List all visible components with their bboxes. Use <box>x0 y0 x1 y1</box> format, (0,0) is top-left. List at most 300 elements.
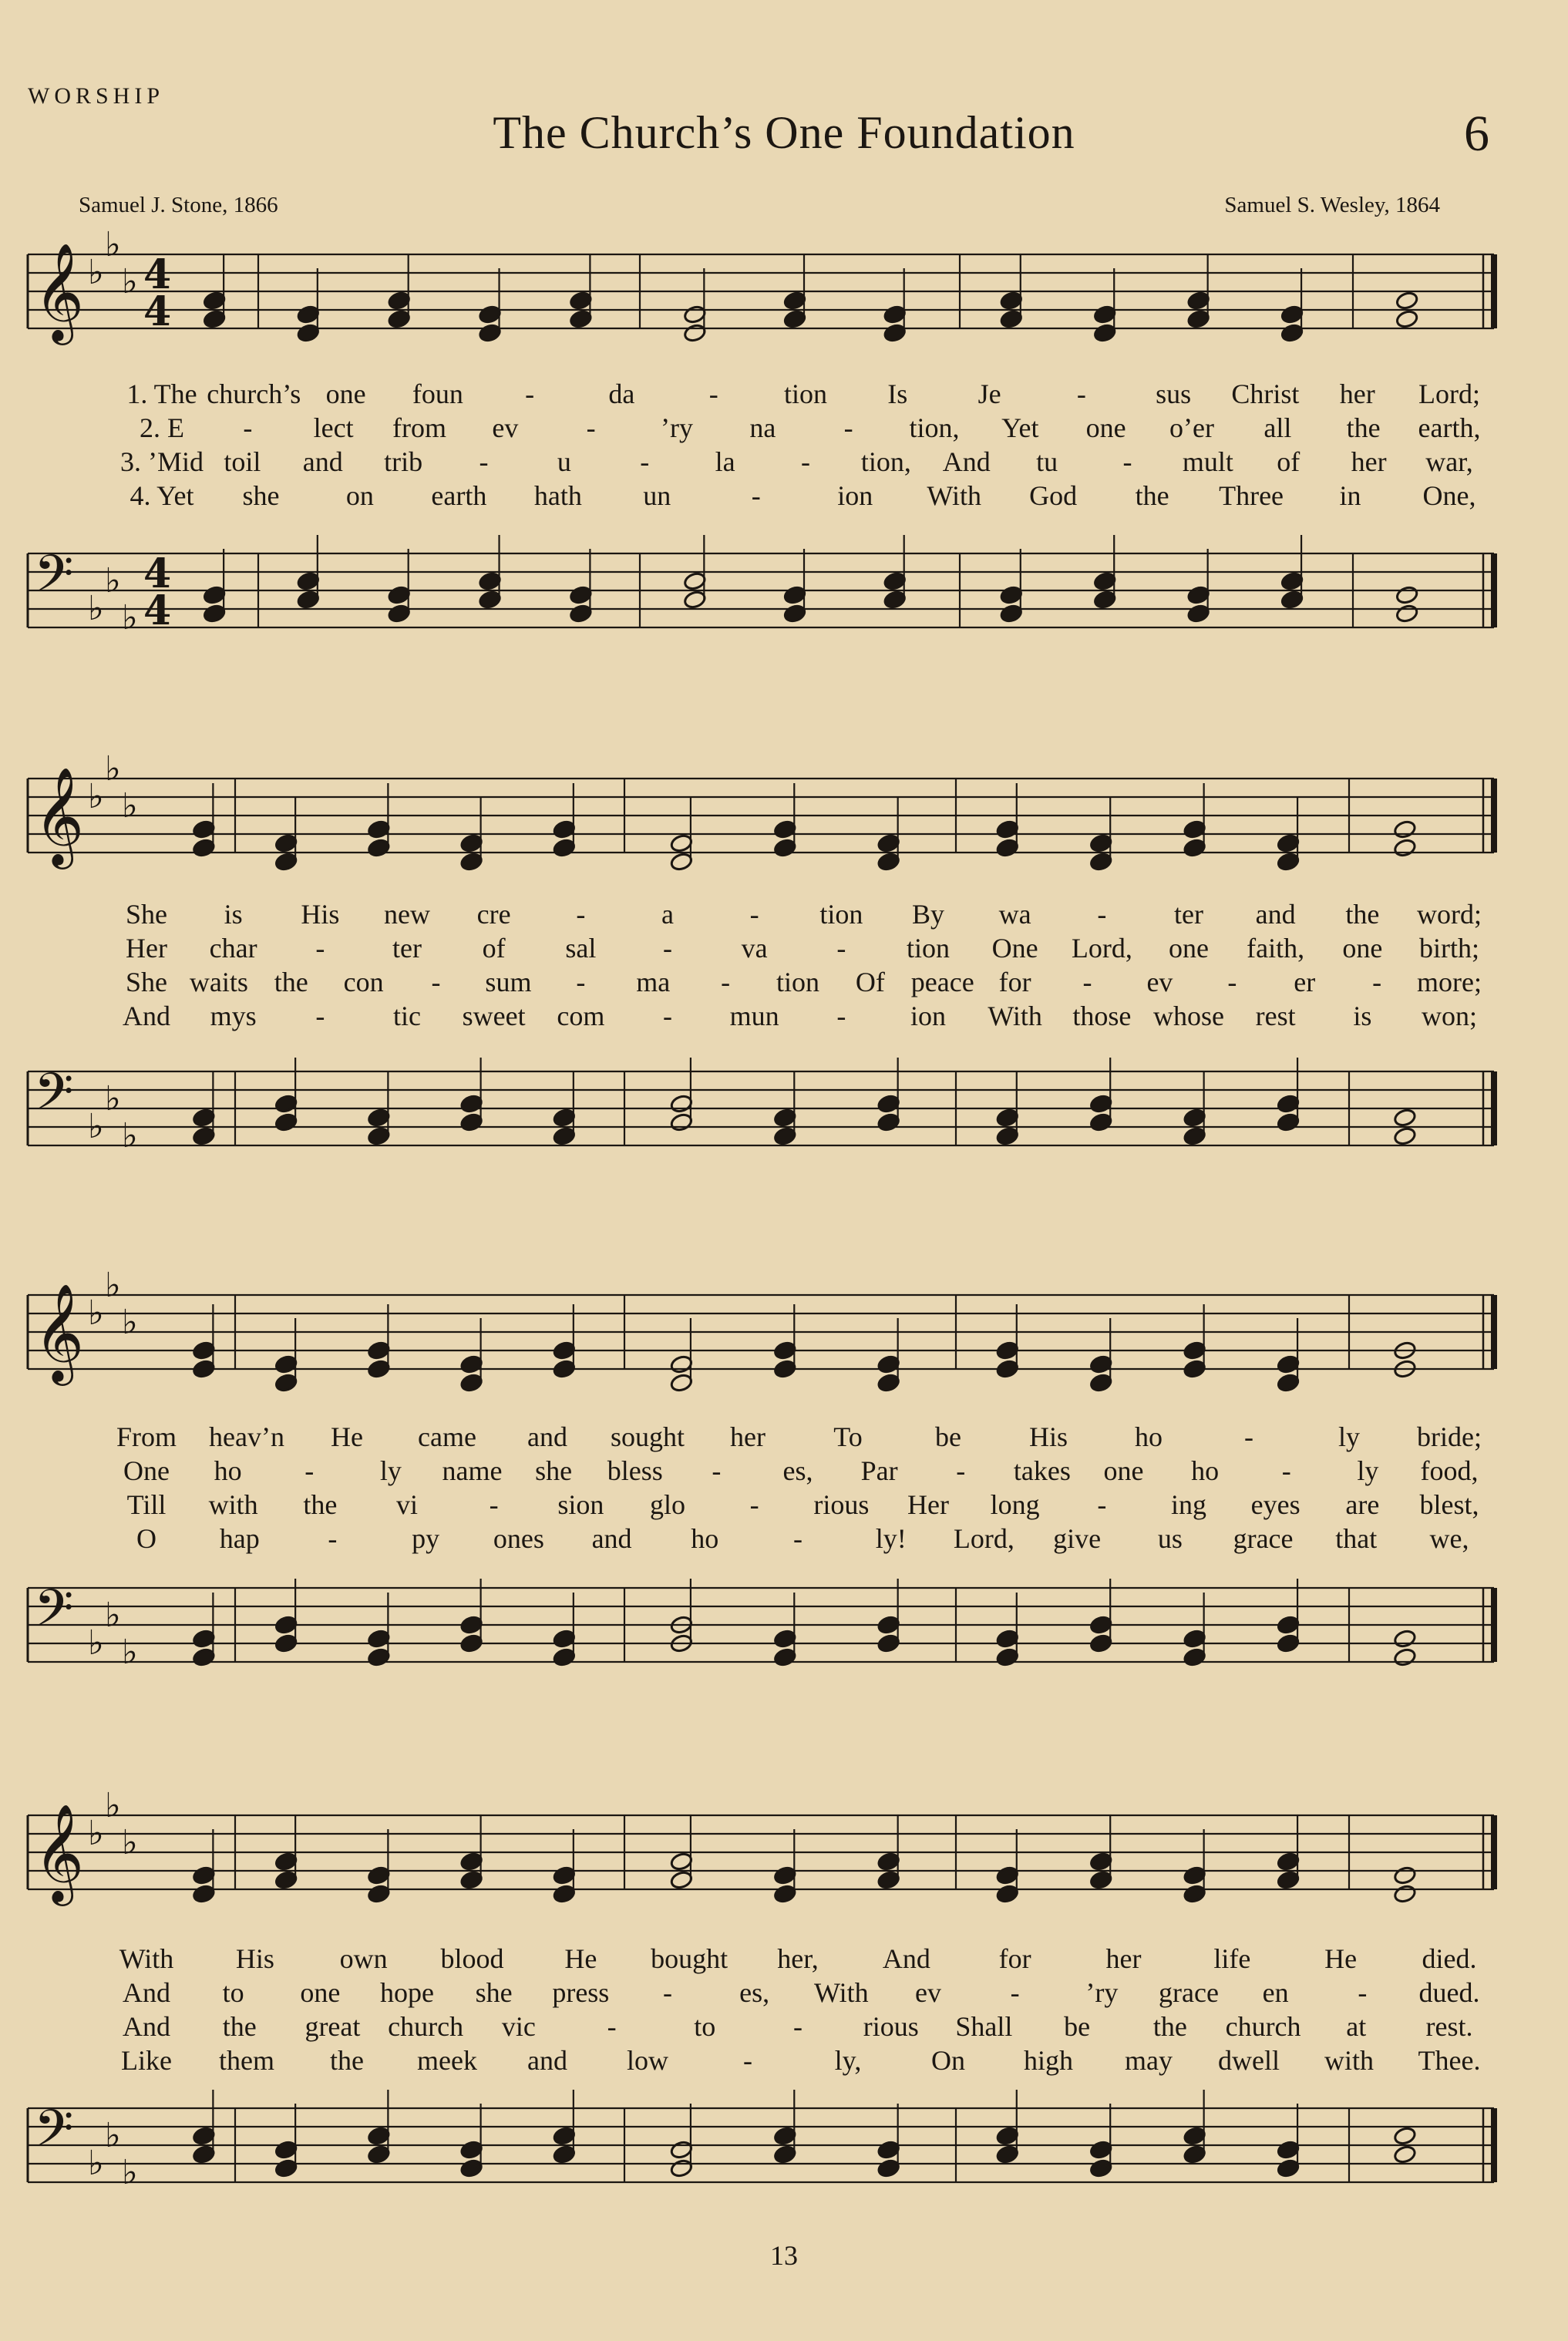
lyric-syllable: one <box>1342 933 1383 964</box>
lyric-syllable: ho <box>1191 1455 1220 1486</box>
lyric-syllable: to <box>222 1977 244 2008</box>
note <box>1393 1884 1417 1904</box>
lyric-syllable: meek <box>417 2045 477 2076</box>
note <box>1183 1647 1206 1667</box>
note <box>1277 1373 1300 1393</box>
note <box>1393 1629 1417 1649</box>
lyric-syllable: With <box>119 1943 174 1974</box>
note <box>1089 2140 1113 2160</box>
lyric-hyphen: - <box>576 899 586 930</box>
lyrics-block <box>0 898 1568 1037</box>
lyric-hyphen: - <box>1227 967 1237 997</box>
chord <box>1277 2104 1300 2178</box>
lyric-hyphen: - <box>743 2045 752 2076</box>
lyric-syllable: blest, <box>1419 1489 1479 1520</box>
lyric-syllable: toil <box>224 446 261 477</box>
lyric-syllable: vi <box>395 1489 419 1520</box>
chord <box>569 549 593 624</box>
lyric-syllable: she <box>475 1977 513 2008</box>
lyric-syllable: Like <box>121 2045 172 2076</box>
lyric-syllable: one <box>1103 1455 1144 1486</box>
chord <box>192 1829 216 1904</box>
lyric-syllable: she <box>535 1455 573 1486</box>
note <box>192 1126 216 1146</box>
note <box>569 309 593 329</box>
note <box>883 590 907 610</box>
lyric-syllable: On <box>931 2045 965 2076</box>
lyric-syllable: ev <box>492 412 519 443</box>
note <box>995 819 1019 839</box>
lyric-hyphen: - <box>1244 1421 1253 1452</box>
chord <box>1186 549 1210 624</box>
lyric-syllable: all <box>1263 412 1292 443</box>
lyric-hyphen: - <box>1372 967 1382 997</box>
note <box>553 1340 577 1361</box>
note <box>783 309 807 329</box>
note <box>1183 2126 1206 2146</box>
chord <box>670 1579 694 1653</box>
note <box>999 585 1023 605</box>
note <box>192 2144 216 2164</box>
bass-clef-icon: 𝄢 <box>34 544 74 616</box>
lyric-syllable: whose <box>1153 1001 1224 1031</box>
lyric-syllable: tion <box>776 967 820 997</box>
lyric-syllable: tic <box>393 1001 421 1031</box>
flat-icon: ♭ <box>105 1266 121 1305</box>
note <box>203 291 227 311</box>
note <box>192 1647 216 1667</box>
note <box>1089 1112 1113 1132</box>
lyric-syllable: And <box>123 1001 170 1031</box>
lyric-hyphen: - <box>836 933 846 964</box>
lyric-hyphen: - <box>793 1523 803 1554</box>
lyric-syllable: one <box>1169 933 1209 964</box>
lyric-syllable: own <box>339 1943 388 1974</box>
note <box>1183 1865 1206 1885</box>
lyric-syllable: Yet <box>1001 412 1039 443</box>
chord <box>1277 1318 1300 1393</box>
note <box>1393 1108 1417 1128</box>
note <box>1093 304 1117 325</box>
lyric-syllable: hope <box>380 1977 434 2008</box>
lyric-hyphen: - <box>243 412 253 443</box>
lyric-syllable: long <box>990 1489 1040 1520</box>
note <box>995 1108 1019 1128</box>
note <box>274 2140 298 2160</box>
note <box>367 1340 391 1361</box>
note <box>877 852 900 872</box>
time-signature: 4 <box>143 550 172 597</box>
chord <box>995 1304 1019 1379</box>
note <box>274 2158 298 2178</box>
lyric-syllable: ho <box>691 1523 719 1554</box>
note <box>553 2144 577 2164</box>
section-label: WORSHIP <box>28 83 165 109</box>
note <box>1277 1633 1300 1653</box>
lyric-syllable: for <box>998 967 1031 997</box>
chord <box>1089 1579 1113 1653</box>
chord <box>274 1579 298 1653</box>
lyric-syllable: came <box>418 1421 476 1452</box>
chord <box>883 268 907 343</box>
note <box>1183 1340 1206 1361</box>
lyric-syllable: With <box>927 480 981 511</box>
lyric-syllable: that <box>1335 1523 1378 1554</box>
lyric-syllable: church <box>1225 2011 1301 2042</box>
note <box>995 1359 1019 1379</box>
note <box>1280 590 1304 610</box>
note <box>1183 1884 1206 1904</box>
note <box>995 1629 1019 1649</box>
lyric-syllable: vic <box>501 2011 536 2042</box>
note <box>877 2158 900 2178</box>
lyric-syllable: He <box>1324 1943 1358 1974</box>
note <box>192 1629 216 1649</box>
note <box>995 838 1019 858</box>
lyric-syllable: be <box>1064 2011 1091 2042</box>
note <box>459 2158 483 2178</box>
note <box>1089 1354 1113 1374</box>
flat-icon: ♭ <box>105 1079 121 1118</box>
lyric-syllable: the <box>1152 2011 1187 2042</box>
note <box>1093 590 1117 610</box>
note <box>459 1373 483 1393</box>
treble-clef-icon: 𝄞 <box>34 1283 85 1381</box>
note <box>773 819 797 839</box>
note <box>553 1126 577 1146</box>
lyric-syllable: waits <box>189 967 248 997</box>
note <box>670 2158 694 2178</box>
note <box>367 1629 391 1649</box>
note <box>203 309 227 329</box>
lyric-syllable: glo <box>649 1489 686 1520</box>
lyric-syllable: sion <box>557 1489 604 1520</box>
chord <box>1089 1318 1113 1393</box>
note <box>192 1340 216 1361</box>
chord <box>553 1304 577 1379</box>
lyric-syllable: and <box>302 446 343 477</box>
note <box>773 1108 797 1128</box>
treble-staff <box>28 1266 1494 1386</box>
lyric-syllable: church’s <box>207 378 301 409</box>
lyric-syllable: cre <box>476 899 511 930</box>
lyric-hyphen: - <box>305 1455 315 1486</box>
lyric-syllable: the <box>1135 480 1169 511</box>
note <box>773 1126 797 1146</box>
lyric-syllable: foun <box>412 378 463 409</box>
lyric-hyphen: - <box>607 2011 617 2042</box>
hymn-title: The Church’s One Foundation <box>493 107 1075 158</box>
lyric-syllable: er <box>1294 967 1316 997</box>
lyric-syllable: With <box>814 1977 869 2008</box>
chord <box>387 549 411 624</box>
lyric-syllable: won; <box>1422 1001 1477 1031</box>
lyric-syllable: 1. The <box>126 378 197 409</box>
note <box>387 604 411 624</box>
flat-icon: ♭ <box>88 253 104 292</box>
lyric-syllable: for <box>998 1943 1031 1974</box>
lyric-hyphen: - <box>663 933 672 964</box>
lyric-syllable: is <box>1353 1001 1372 1031</box>
treble-staff <box>28 225 1494 345</box>
lyric-syllable: earth, <box>1418 412 1481 443</box>
note <box>670 852 694 872</box>
note <box>877 1354 900 1374</box>
treble-clef-icon: 𝄞 <box>34 1803 85 1902</box>
lyric-syllable: con <box>343 967 384 997</box>
chord <box>670 1058 694 1132</box>
note <box>683 571 707 591</box>
note <box>883 323 907 343</box>
note <box>553 1629 577 1649</box>
lyric-syllable: and <box>527 1421 567 1452</box>
note <box>1183 1108 1206 1128</box>
note <box>387 585 411 605</box>
lyric-syllable: ly, <box>834 2045 862 2076</box>
note <box>1089 1094 1113 1114</box>
chord <box>773 783 797 858</box>
lyric-hyphen: - <box>1076 378 1086 409</box>
chord <box>670 2104 694 2178</box>
note <box>297 304 321 325</box>
lyric-syllable: ev <box>1146 967 1173 997</box>
lyric-hyphen: - <box>1281 1455 1291 1486</box>
lyrics-block <box>0 1421 1568 1559</box>
lyric-syllable: His <box>235 1943 274 1974</box>
note <box>203 585 227 605</box>
flat-icon: ♭ <box>122 262 138 301</box>
note <box>773 1884 797 1904</box>
note <box>670 1354 694 1374</box>
lyric-syllable: grace <box>1159 1977 1219 2008</box>
note <box>1277 1354 1300 1374</box>
note <box>459 1112 483 1132</box>
note <box>773 1647 797 1667</box>
note <box>367 1359 391 1379</box>
lyric-syllable: One, <box>1422 480 1476 511</box>
note <box>192 819 216 839</box>
lyric-syllable: Three <box>1219 480 1284 511</box>
note <box>478 304 502 325</box>
note <box>670 833 694 853</box>
lyric-syllable: His <box>1028 1421 1068 1452</box>
flat-icon: ♭ <box>122 1303 138 1342</box>
lyric-syllable: tion, <box>909 412 960 443</box>
lyric-hyphen: - <box>315 933 325 964</box>
lyric-syllable: And <box>882 1943 930 1974</box>
lyric-syllable: faith, <box>1247 933 1305 964</box>
chord <box>877 2104 900 2178</box>
lyric-syllable: press <box>552 1977 610 2008</box>
note <box>1089 833 1113 853</box>
lyric-syllable: one <box>300 1977 341 2008</box>
note <box>553 1647 577 1667</box>
note <box>877 1373 900 1393</box>
note <box>192 1359 216 1379</box>
lyric-hyphen: - <box>640 446 650 477</box>
note <box>1277 1852 1300 1872</box>
lyric-syllable: mult <box>1182 446 1233 477</box>
note <box>1280 304 1304 325</box>
chord <box>995 783 1019 858</box>
note <box>459 1615 483 1635</box>
lyric-syllable: tion <box>783 378 828 409</box>
flat-icon: ♭ <box>122 786 138 826</box>
note <box>459 1870 483 1890</box>
lyric-syllable: them <box>219 2045 274 2076</box>
lyric-syllable: a <box>661 899 674 930</box>
note <box>1089 1870 1113 1890</box>
chord <box>367 783 391 858</box>
lyrics-block <box>0 1942 1568 2081</box>
lyric-syllable: va <box>741 933 768 964</box>
note <box>367 838 391 858</box>
note <box>553 819 577 839</box>
note <box>569 585 593 605</box>
lyric-syllable: food, <box>1420 1455 1479 1486</box>
flat-icon: ♭ <box>105 749 121 789</box>
note <box>459 852 483 872</box>
lyric-hyphen: - <box>489 1489 499 1520</box>
lyric-syllable: grace <box>1233 1523 1294 1554</box>
lyric-hyphen: - <box>836 1001 846 1031</box>
chord <box>459 1058 483 1132</box>
chord <box>1277 1579 1300 1653</box>
lyric-syllable: rest. <box>1425 2011 1473 2042</box>
note <box>877 1633 900 1653</box>
lyric-hyphen: - <box>749 899 759 930</box>
lyric-syllable: Of <box>855 967 885 997</box>
note <box>478 571 502 591</box>
note <box>1277 2158 1300 2178</box>
lyric-syllable: tu <box>1036 446 1058 477</box>
lyric-syllable: One <box>991 933 1038 964</box>
lyric-syllable: are <box>1345 1489 1380 1520</box>
lyric-syllable: one <box>325 378 366 409</box>
chord <box>553 1829 577 1904</box>
lyric-syllable: lect <box>313 412 354 443</box>
note <box>1089 1615 1113 1635</box>
treble-staff <box>28 1786 1494 1906</box>
chord <box>459 1318 483 1393</box>
lyric-syllable: ev <box>915 1977 941 2008</box>
lyric-syllable: trib <box>384 446 423 477</box>
lyric-hyphen: - <box>1010 1977 1020 2008</box>
chord <box>783 549 807 624</box>
note <box>274 1373 298 1393</box>
note <box>1393 2126 1417 2146</box>
lyric-syllable: at <box>1346 2011 1367 2042</box>
lyric-syllable: char <box>209 933 257 964</box>
bass-clef-icon: 𝄢 <box>34 1579 74 1650</box>
lyric-hyphen: - <box>751 480 761 511</box>
lyric-syllable: her <box>1339 378 1375 409</box>
lyric-syllable: Thee. <box>1418 2045 1481 2076</box>
lyric-syllable: With <box>988 1001 1042 1031</box>
note <box>1186 604 1210 624</box>
lyric-syllable: the <box>222 2011 257 2042</box>
chord <box>1183 1304 1206 1379</box>
lyric-syllable: sal <box>565 933 597 964</box>
note <box>274 852 298 872</box>
note <box>1183 819 1206 839</box>
time-signature: 4 <box>143 251 172 298</box>
lyric-syllable: na <box>749 412 776 443</box>
lyric-syllable: new <box>384 899 430 930</box>
note <box>999 309 1023 329</box>
lyric-syllable: He <box>564 1943 597 1974</box>
lyric-hyphen: - <box>801 446 810 477</box>
note <box>274 1112 298 1132</box>
chord <box>274 1318 298 1393</box>
music-credit: Samuel S. Wesley, 1864 <box>1224 193 1440 217</box>
lyric-syllable: mys <box>210 1001 257 1031</box>
chord <box>1183 1829 1206 1904</box>
lyric-syllable: ho <box>214 1455 242 1486</box>
lyric-hyphen: - <box>1358 1977 1368 2008</box>
chord <box>274 1058 298 1132</box>
lyric-syllable: church <box>388 2011 464 2042</box>
chord <box>999 549 1023 624</box>
note <box>783 291 807 311</box>
chord <box>192 783 216 858</box>
lyric-syllable: es, <box>782 1455 813 1486</box>
flat-icon: ♭ <box>88 777 104 816</box>
lyric-hyphen: - <box>1122 446 1132 477</box>
note <box>297 571 321 591</box>
flat-icon: ♭ <box>88 1293 104 1333</box>
note <box>459 1852 483 1872</box>
lyric-syllable: 4. Yet <box>130 480 194 511</box>
lyric-syllable: ion <box>837 480 873 511</box>
note <box>877 1852 900 1872</box>
note <box>783 604 807 624</box>
lyric-syllable: in <box>1339 480 1361 511</box>
note <box>553 2126 577 2146</box>
note <box>459 1094 483 1114</box>
flat-icon: ♭ <box>88 1107 104 1146</box>
lyric-syllable: ter <box>392 933 422 964</box>
lyric-syllable: takes <box>1013 1455 1071 1486</box>
lyric-syllable: died. <box>1422 1943 1477 1974</box>
lyric-syllable: hap <box>219 1523 260 1554</box>
note <box>274 1094 298 1114</box>
lyric-syllable: ly <box>379 1455 402 1486</box>
lyric-syllable: be <box>935 1421 961 1452</box>
flat-icon: ♭ <box>105 561 121 600</box>
page-number: 13 <box>770 2240 798 2271</box>
lyric-syllable: ly <box>1338 1421 1361 1452</box>
lyric-syllable: peace <box>910 967 974 997</box>
lyric-syllable: Christ <box>1231 378 1300 409</box>
flat-icon: ♭ <box>88 1814 104 1853</box>
lyric-syllable: Lord; <box>1418 378 1480 409</box>
note <box>459 833 483 853</box>
note <box>192 1108 216 1128</box>
chord <box>773 1593 797 1667</box>
lyric-syllable: Shall <box>955 2011 1013 2042</box>
lyric-hyphen: - <box>843 412 853 443</box>
words-credit: Samuel J. Stone, 1866 <box>79 193 278 217</box>
lyric-syllable: ma <box>636 967 671 997</box>
note <box>1089 852 1113 872</box>
lyric-syllable: hath <box>533 480 582 511</box>
lyric-hyphen: - <box>956 1455 966 1486</box>
note <box>1393 1865 1417 1885</box>
note <box>367 2126 391 2146</box>
note <box>783 585 807 605</box>
lyric-syllable: ing <box>1170 1489 1207 1520</box>
